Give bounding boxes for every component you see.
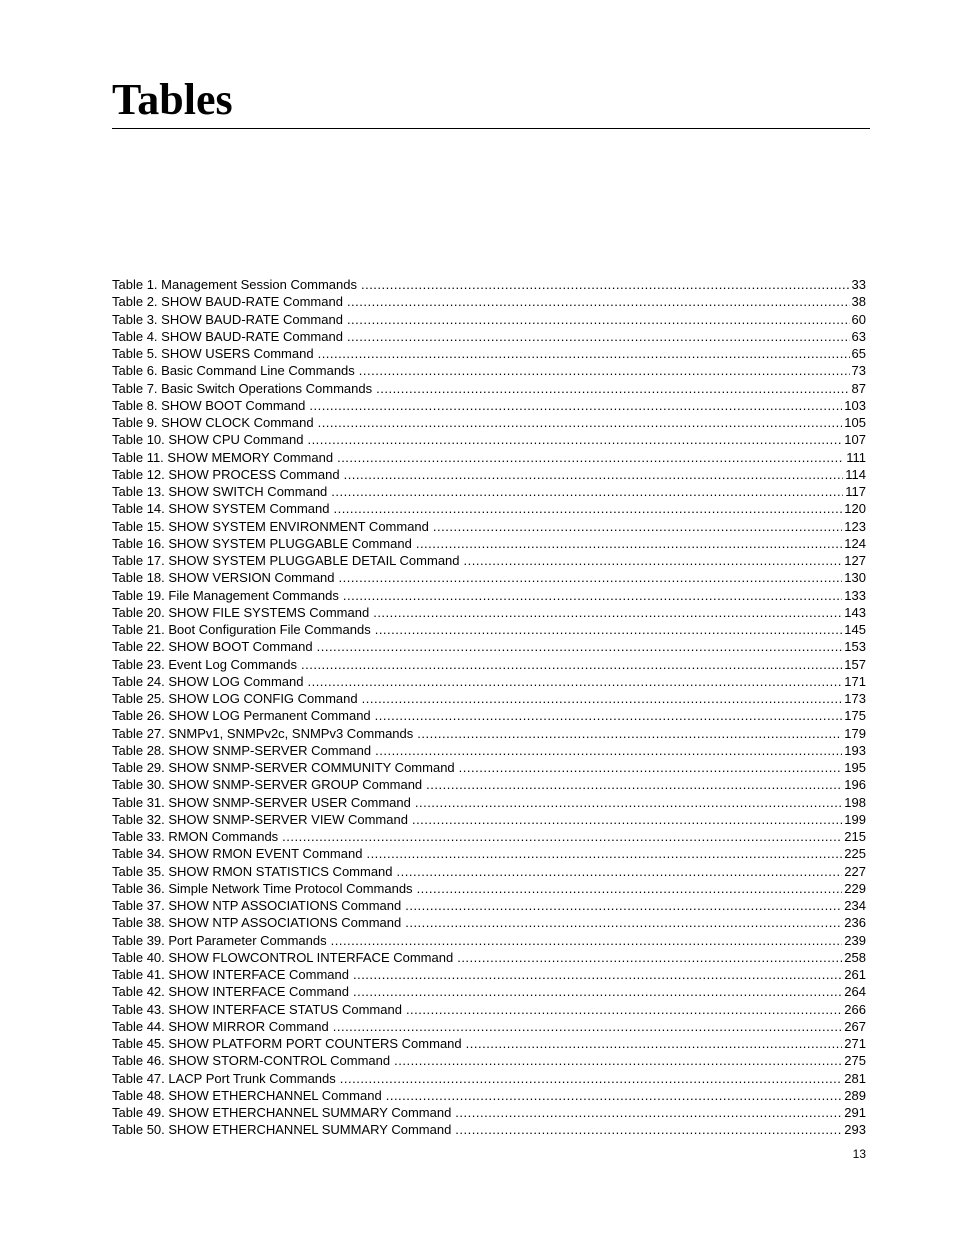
entry-page-number: 195 [844,760,866,775]
toc-entry[interactable] [112,1018,866,1035]
toc-entry[interactable] [112,414,866,431]
entry-label: Table 1. Management Session Commands [112,277,357,292]
dot-leader [353,983,842,1000]
toc-entry[interactable] [112,949,866,966]
dot-leader [376,380,849,397]
entry-label: Table 10. SHOW CPU Command [112,432,304,448]
entry-label: Table 3. SHOW BAUD-RATE Command [112,311,343,327]
entry-label: Table 24. SHOW LOG Command [112,673,304,689]
entry-label: Table 25. SHOW LOG CONFIG Command [112,691,358,706]
toc-entry[interactable] [112,794,866,811]
dot-leader [333,500,842,517]
entry-page-number: 127 [844,553,866,568]
entry-page-number: 33 [851,277,866,292]
toc-entry[interactable] [112,863,866,880]
title-divider [112,128,870,129]
dot-leader [362,690,843,707]
entry-page-number: 239 [844,932,866,948]
entry-label: Table 18. SHOW VERSION Command [112,570,335,586]
toc-entry[interactable] [112,1001,866,1018]
toc-entry[interactable] [112,587,866,604]
entry-page-number: 111 [846,449,866,465]
entry-page-number: 143 [844,604,866,620]
entry-page-number: 145 [844,622,866,637]
toc-entry[interactable] [112,431,866,448]
entry-label: Table 28. SHOW SNMP-SERVER Command [112,742,372,758]
dot-leader [318,414,843,431]
entry-page-number: 175 [844,708,866,724]
entry-page-number: 123 [844,518,866,534]
entry-label: Table 19. File Management Commands [112,587,339,603]
entry-label: Table 11. SHOW MEMORY Command [112,449,334,465]
entry-page-number: 264 [844,984,866,1000]
entry-label: Table 29. SHOW SNMP-SERVER COMMUNITY Command [112,760,455,775]
entry-label: Table 34. SHOW RMON EVENT Command [112,846,363,862]
toc-entry[interactable] [112,932,866,949]
toc-entry[interactable] [112,311,866,328]
dot-leader [301,656,842,673]
entry-label: Table 22. SHOW BOOT Command [112,639,313,655]
toc-entry[interactable] [112,1070,866,1087]
entry-label: Table 16. SHOW SYSTEM PLUGGABLE Command [112,535,412,551]
dot-leader [455,1121,842,1138]
toc-entry[interactable] [112,656,866,673]
toc-entry[interactable] [112,811,866,828]
entry-page-number: 229 [844,880,866,896]
dot-leader [375,621,843,638]
dot-leader [317,638,843,655]
entry-page-number: 107 [844,432,866,448]
entry-label: Table 47. LACP Port Trunk Commands [112,1070,336,1086]
dot-leader [337,449,844,466]
entry-label: Table 12. SHOW PROCESS Command [112,466,340,482]
toc-entry[interactable] [112,776,866,793]
dot-leader [343,587,842,604]
dot-leader [359,362,850,379]
dot-leader [412,811,842,828]
dot-leader [282,828,842,845]
dot-leader [339,569,843,586]
entry-page-number: 114 [845,466,866,482]
toc-entry[interactable] [112,500,866,517]
entry-page-number: 267 [844,1018,866,1034]
dot-leader [375,742,842,759]
entry-page-number: 289 [844,1087,866,1103]
toc-entry[interactable] [112,845,866,862]
dot-leader [333,1018,843,1035]
dot-leader [406,1001,842,1018]
entry-label: Table 6. Basic Command Line Commands [112,363,355,379]
entry-page-number: 258 [844,949,866,965]
entry-label: Table 37. SHOW NTP ASSOCIATIONS Command [112,898,402,913]
entry-page-number: 153 [844,639,866,655]
entry-label: Table 30. SHOW SNMP-SERVER GROUP Command [112,777,423,793]
toc-entry[interactable] [112,673,866,690]
toc-entry[interactable] [112,362,866,379]
toc-entry[interactable] [112,1087,866,1104]
dot-leader [318,345,850,362]
dot-leader [386,1087,843,1104]
toc-entry[interactable] [112,604,866,621]
entry-label: Table 8. SHOW BOOT Command [112,397,306,413]
entry-page-number: 133 [844,587,866,603]
entry-page-number: 105 [844,415,866,430]
entry-page-number: 261 [844,967,866,982]
toc-entry[interactable] [112,483,866,500]
toc-entry[interactable] [112,621,866,638]
entry-page-number: 281 [844,1070,866,1086]
entry-label: Table 33. RMON Commands [112,829,279,844]
dot-leader [426,776,842,793]
entry-label: Table 26. SHOW LOG Permanent Command [112,708,371,724]
dot-leader [331,483,843,500]
entry-page-number: 291 [844,1105,866,1120]
entry-label: Table 31. SHOW SNMP-SERVER USER Command [112,794,411,810]
dot-leader [464,552,843,569]
page-title: Tables [112,75,233,124]
entry-label: Table 36. Simple Network Time Protocol Commands [112,880,413,896]
toc-entry[interactable] [112,345,866,362]
entry-page-number: 157 [844,656,866,672]
dot-leader [307,431,842,448]
toc-entry[interactable] [112,1104,866,1121]
toc-entry[interactable] [112,1052,866,1069]
toc-entry[interactable] [112,638,866,655]
entry-label: Table 39. Port Parameter Commands [112,932,327,948]
entry-page-number: 193 [844,742,866,758]
entry-page-number: 65 [851,346,866,361]
entry-page-number: 171 [844,673,866,689]
entry-page-number: 63 [851,328,866,344]
entry-label: Table 40. SHOW FLOWCONTROL INTERFACE Command [112,949,454,965]
dot-leader [394,1052,842,1069]
entry-label: Table 15. SHOW SYSTEM ENVIRONMENT Command [112,518,429,534]
toc-entry[interactable] [112,690,866,707]
dot-leader [366,845,842,862]
toc-entry[interactable] [112,707,866,724]
dot-leader [417,880,843,897]
entry-page-number: 87 [851,380,866,396]
dot-leader [331,932,843,949]
toc-entry[interactable] [112,552,866,569]
dot-leader [459,759,843,776]
entry-page-number: 198 [844,794,866,810]
dot-leader [347,311,850,328]
dot-leader [373,604,842,621]
dot-leader [455,1104,842,1121]
entry-page-number: 124 [844,535,866,551]
entry-page-number: 130 [844,570,866,586]
entry-label: Table 9. SHOW CLOCK Command [112,415,314,430]
entry-label: Table 2. SHOW BAUD-RATE Command [112,294,343,310]
toc-entry[interactable] [112,466,866,483]
dot-leader [416,535,842,552]
toc-entry[interactable] [112,293,866,310]
entry-page-number: 117 [845,484,866,499]
entry-label: Table 46. SHOW STORM-CONTROL Command [112,1053,391,1069]
entry-page-number: 60 [851,311,866,327]
dot-leader [415,794,842,811]
dot-leader [417,725,842,742]
toc-entry[interactable] [112,897,866,914]
entry-page-number: 275 [844,1053,866,1069]
entry-label: Table 35. SHOW RMON STATISTICS Command [112,863,393,879]
entry-page-number: 215 [844,829,866,844]
entry-page-number: 293 [844,1122,866,1138]
entry-page-number: 271 [844,1036,866,1051]
dot-leader [433,518,842,535]
entry-label: Table 43. SHOW INTERFACE STATUS Command [112,1001,402,1017]
entry-label: Table 49. SHOW ETHERCHANNEL SUMMARY Command [112,1105,452,1120]
dot-leader [309,397,842,414]
entry-page-number: 103 [844,397,866,413]
dot-leader [375,707,843,724]
dot-leader [397,863,843,880]
entry-label: Table 48. SHOW ETHERCHANNEL Command [112,1087,382,1103]
entry-page-number: 120 [844,501,866,517]
toc-entry[interactable] [112,828,866,845]
entry-label: Table 14. SHOW SYSTEM Command [112,501,330,517]
dot-leader [361,276,850,293]
toc-entry[interactable] [112,518,866,535]
entry-label: Table 23. Event Log Commands [112,656,297,672]
entry-page-number: 196 [844,777,866,793]
entry-label: Table 38. SHOW NTP ASSOCIATIONS Command [112,915,402,931]
dot-leader [405,897,842,914]
toc-entry[interactable] [112,742,866,759]
toc-entry[interactable] [112,449,866,466]
entry-label: Table 45. SHOW PLATFORM PORT COUNTERS Command [112,1036,462,1051]
toc-entry[interactable] [112,1035,866,1052]
toc-entry[interactable] [112,725,866,742]
entry-label: Table 20. SHOW FILE SYSTEMS Command [112,604,370,620]
entry-page-number: 38 [851,294,866,310]
dot-leader [347,293,850,310]
dot-leader [466,1035,843,1052]
toc-entry[interactable] [112,380,866,397]
list-of-tables [112,276,866,1139]
toc-entry[interactable] [112,276,866,293]
entry-label: Table 42. SHOW INTERFACE Command [112,984,349,1000]
entry-page-number: 236 [844,915,866,931]
toc-entry[interactable] [112,914,866,931]
entry-label: Table 17. SHOW SYSTEM PLUGGABLE DETAIL Command [112,553,460,568]
entry-page-number: 179 [844,725,866,741]
entry-label: Table 13. SHOW SWITCH Command [112,484,328,499]
entry-label: Table 27. SNMPv1, SNMPv2c, SNMPv3 Commands [112,725,414,741]
entry-label: Table 21. Boot Configuration File Commands [112,622,371,637]
entry-page-number: 266 [844,1001,866,1017]
entry-page-number: 227 [844,863,866,879]
toc-entry[interactable] [112,1121,866,1138]
entry-label: Table 50. SHOW ETHERCHANNEL SUMMARY Command [112,1122,452,1138]
entry-page-number: 199 [844,811,866,827]
entry-label: Table 44. SHOW MIRROR Command [112,1018,329,1034]
dot-leader [457,949,842,966]
page-number: 13 [852,1147,866,1161]
entry-page-number: 234 [844,898,866,913]
toc-entry[interactable] [112,397,866,414]
dot-leader [353,966,842,983]
toc-entry[interactable] [112,880,866,897]
dot-leader [307,673,842,690]
entry-label: Table 7. Basic Switch Operations Commands [112,380,373,396]
entry-label: Table 41. SHOW INTERFACE Command [112,967,349,982]
dot-leader [405,914,842,931]
toc-entry[interactable] [112,983,866,1000]
toc-entry[interactable] [112,535,866,552]
dot-leader [340,1070,843,1087]
entry-label: Table 4. SHOW BAUD-RATE Command [112,328,343,344]
entry-label: Table 32. SHOW SNMP-SERVER VIEW Command [112,811,408,827]
entry-label: Table 5. SHOW USERS Command [112,346,314,361]
toc-entry[interactable] [112,328,866,345]
toc-entry[interactable] [112,759,866,776]
toc-entry[interactable] [112,569,866,586]
entry-page-number: 73 [851,363,866,379]
entry-page-number: 225 [844,846,866,862]
entry-page-number: 173 [844,691,866,706]
toc-entry[interactable] [112,966,866,983]
dot-leader [347,328,850,345]
dot-leader [344,466,844,483]
